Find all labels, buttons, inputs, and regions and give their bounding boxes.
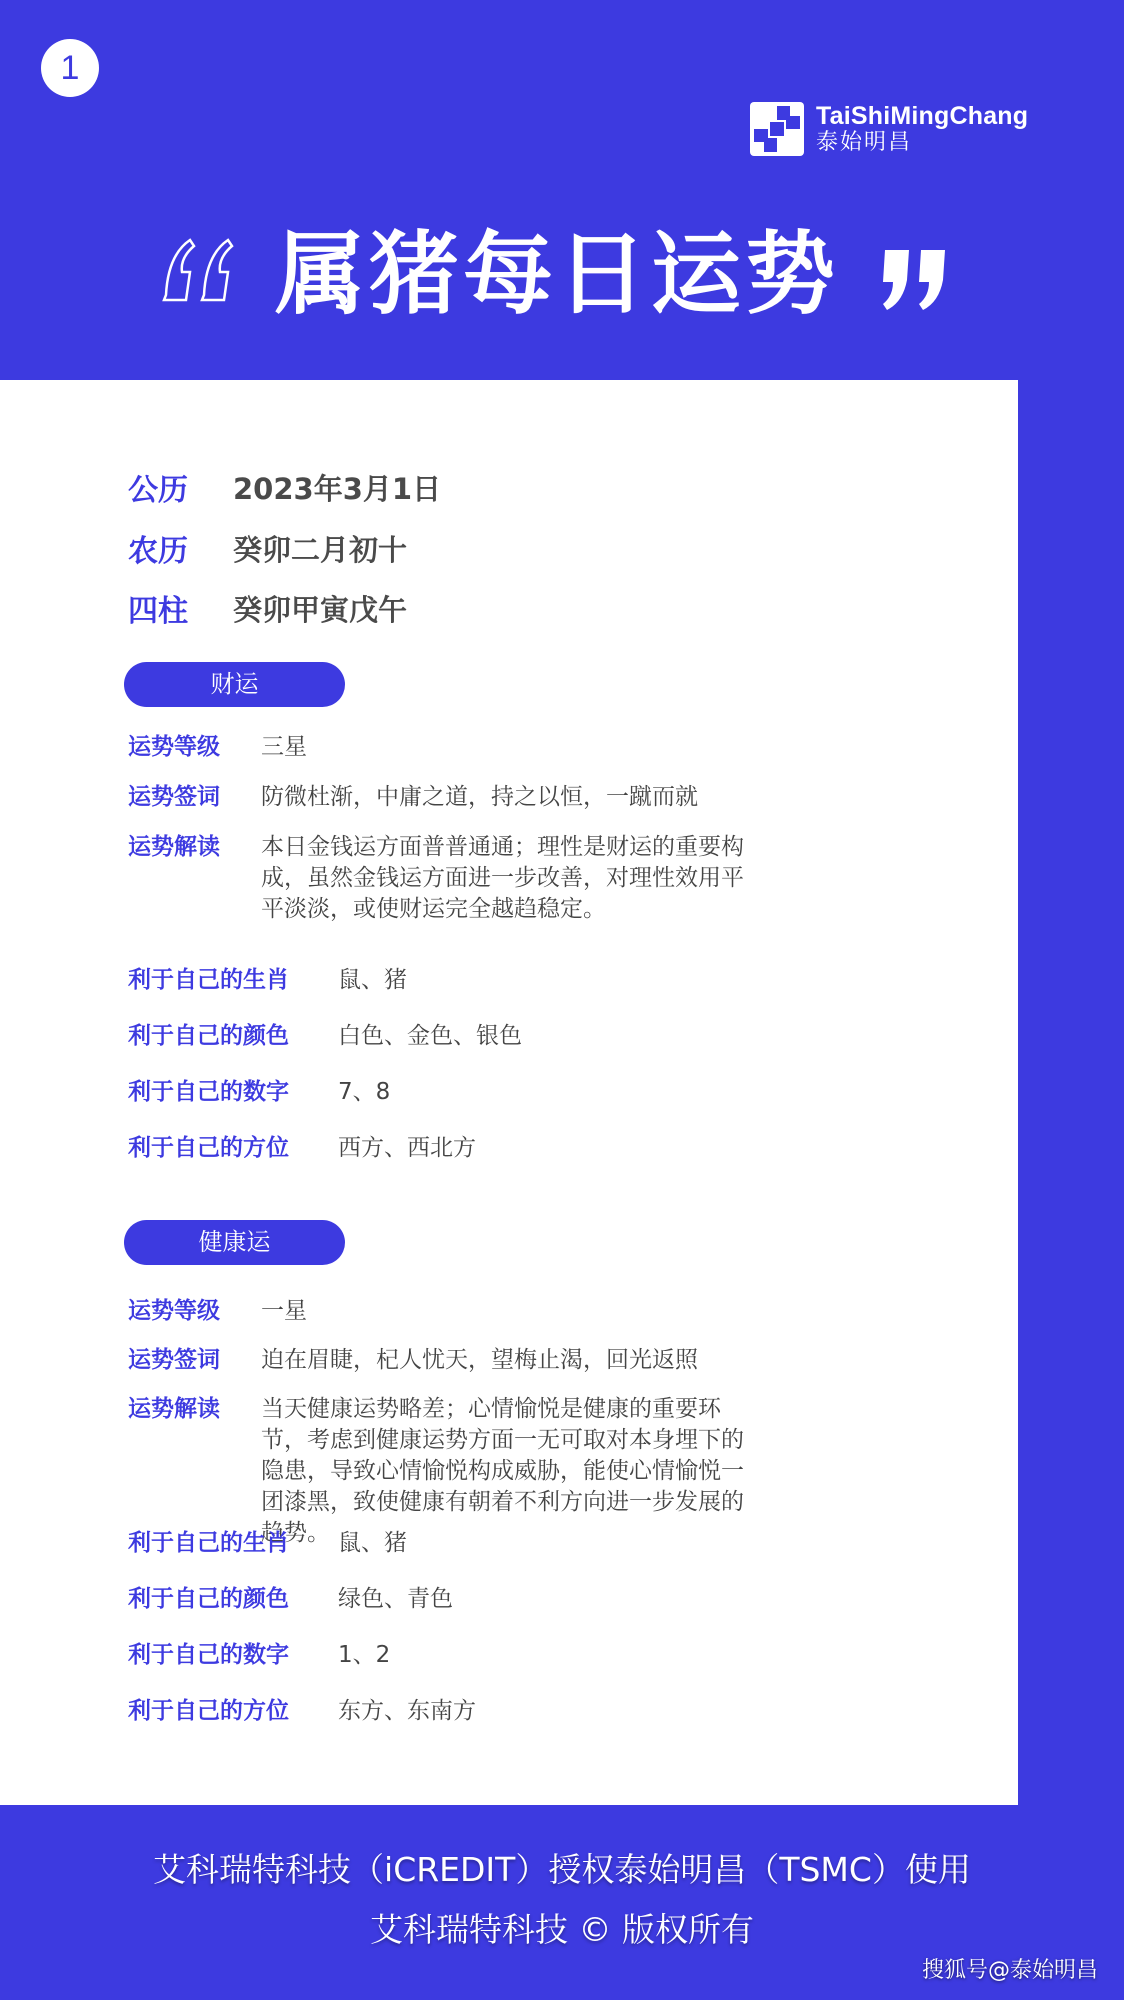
brand-logo: [750, 100, 1028, 158]
fortune-card: [0, 380, 1018, 1805]
wealth-color-value: 白色、金色、银色: [338, 1023, 522, 1049]
solar-date-row: [128, 462, 441, 512]
footer-copyright-text: 艾科瑞特科技 © 版权所有: [370, 1910, 754, 1949]
four-pillars-label: 四柱: [128, 594, 188, 629]
wealth-color-label: 利于自己的颜色: [128, 1023, 289, 1049]
solar-date-value: 2023年3月1日: [233, 471, 442, 506]
health-color-value: 绿色、青色: [338, 1586, 453, 1612]
health-zodiac-label: 利于自己的生肖: [128, 1530, 289, 1556]
sohu-watermark: 搜狐号@泰始明昌: [921, 1958, 1098, 1983]
health-level-label: 运势等级: [128, 1298, 220, 1324]
wealth-number-row: [128, 1077, 390, 1108]
health-level-row: [128, 1296, 761, 1327]
wealth-interpretation-label: 运势解读: [128, 834, 220, 860]
wealth-direction-value: 西方、西北方: [338, 1135, 476, 1161]
wealth-number-value: 7、8: [338, 1079, 391, 1105]
footer-license-text: 艾科瑞特科技（iCREDIT）授权泰始明昌（TSMC）使用: [153, 1850, 971, 1889]
solar-date-label: 公历: [128, 473, 188, 508]
wealth-level-label: 运势等级: [128, 734, 220, 760]
wealth-zodiac-label: 利于自己的生肖: [128, 967, 289, 993]
health-zodiac-value: 鼠、猪: [338, 1530, 407, 1556]
health-motto-row: [128, 1345, 761, 1376]
health-interpretation-value: 当天健康运势略差；心情愉悦是健康的重要环节，考虑到健康运势方面一无可取对本身埋下的隐患，导致心情愉悦构成威胁，能使心情愉悦一团漆黑，致使健康有朝着不利方向进一步发展的趋势。: [261, 1396, 744, 1546]
page-number-badge: 1: [41, 39, 99, 97]
lunar-date-label: 农历: [128, 534, 188, 569]
logo-mark-icon: [750, 102, 804, 156]
lunar-date-value: 癸卯二月初十: [233, 532, 408, 567]
health-number-value: 1、2: [338, 1642, 391, 1668]
wealth-color-row: [128, 1021, 522, 1052]
wealth-section-heading: 财运: [124, 662, 345, 707]
wealth-zodiac-row: [128, 965, 407, 996]
health-motto-value: 迫在眉睫，杞人忧天，望梅止渴，回光返照: [261, 1347, 698, 1373]
page-title: 属猪每日运势: [275, 222, 839, 327]
wealth-zodiac-value: 鼠、猪: [338, 967, 407, 993]
four-pillars-row: [128, 583, 407, 633]
wealth-level-row: [128, 732, 761, 763]
health-interpretation-row: [128, 1394, 761, 1549]
close-quote-icon: [875, 200, 955, 350]
logo-name-cn: 泰始明昌: [816, 130, 913, 155]
health-motto-label: 运势签词: [128, 1347, 220, 1373]
wealth-interpretation-row: [128, 832, 761, 925]
health-number-label: 利于自己的数字: [128, 1642, 289, 1668]
wealth-motto-label: 运势签词: [128, 784, 220, 810]
title-banner: [0, 200, 1124, 350]
health-direction-row: [128, 1696, 476, 1727]
health-color-row: [128, 1584, 453, 1615]
open-quote-icon: [160, 200, 240, 350]
logo-name-en: TaiShiMingChang: [816, 102, 1029, 130]
wealth-direction-label: 利于自己的方位: [128, 1135, 289, 1161]
health-direction-label: 利于自己的方位: [128, 1698, 289, 1724]
wealth-motto-value: 防微杜渐，中庸之道，持之以恒，一蹴而就: [261, 784, 698, 810]
four-pillars-value: 癸卯甲寅戊午: [233, 592, 408, 627]
health-zodiac-row: [128, 1528, 407, 1559]
wealth-level-value: 三星: [261, 734, 307, 760]
wealth-direction-row: [128, 1133, 476, 1164]
health-direction-value: 东方、东南方: [338, 1698, 476, 1724]
health-color-label: 利于自己的颜色: [128, 1586, 289, 1612]
lunar-date-row: [128, 523, 407, 573]
wealth-number-label: 利于自己的数字: [128, 1079, 289, 1105]
wealth-motto-row: [128, 782, 761, 813]
health-number-row: [128, 1640, 390, 1671]
wealth-interpretation-value: 本日金钱运方面普普通通；理性是财运的重要构成，虽然金钱运方面进一步改善，对理性效用平平淡淡，或使财运完全越趋稳定。: [261, 834, 744, 922]
health-interpretation-label: 运势解读: [128, 1396, 220, 1422]
health-section-heading: 健康运: [124, 1220, 345, 1265]
health-level-value: 一星: [261, 1298, 307, 1324]
